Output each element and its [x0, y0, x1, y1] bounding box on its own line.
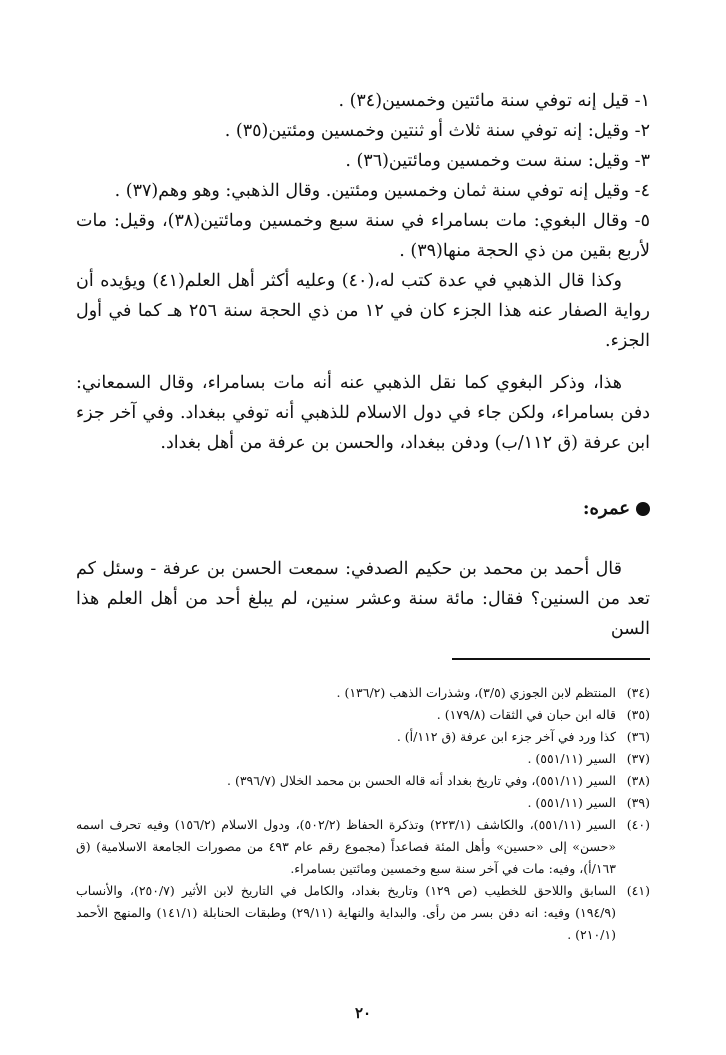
- footnote: [76, 704, 650, 726]
- footnote-text: المنتظم لابن الجوزي (٣/٥)، وشذرات الذهب (١٣٦/٢) .: [336, 685, 616, 700]
- main-text: [76, 86, 650, 644]
- footnote: [76, 726, 650, 748]
- list-item: ١- قيل إنه توفي سنة مائتين وخمسين(٣٤) .: [338, 91, 650, 111]
- footnote: [76, 792, 650, 814]
- bullet-icon: [636, 502, 650, 516]
- list-item: ٤- وقيل إنه توفي سنة ثمان وخمسين ومئتين. وقال الذهبي: وهو وهم(٣٧) .: [114, 181, 650, 201]
- list-item: ٣- وقيل: سنة ست وخمسين ومائتين(٣٦) .: [345, 151, 650, 171]
- footnote-number: (٣٦): [626, 729, 650, 744]
- footnote-text: السير (٥٥١/١١) .: [527, 751, 616, 766]
- footnote-text: السابق واللاحق للخطيب (ص ١٢٩) وتاريخ بغداد، والكامل في التاريخ لابن الأثير (٢٥٠/٧)، والأنساب (١٩٤/٩) وفيه: انه دفن بسر من رأى. والبداية والنهاية (٢٩/١١) وطبقات الحنابلة (١٤١/١) والمنهج الأحمد (٢١٠/١) .: [76, 883, 616, 942]
- footnotes: [76, 682, 650, 946]
- section-heading: [76, 494, 650, 524]
- footnote-number: (٣٥): [626, 707, 650, 722]
- footnote: [76, 682, 650, 704]
- footnote-number: (٣٩): [626, 795, 650, 810]
- footnote-divider: [452, 658, 650, 660]
- footnote-number: (٤١): [626, 883, 650, 898]
- page-number: ٢٠: [354, 1004, 372, 1022]
- footnote: [76, 814, 650, 880]
- footnote-number: (٣٨): [626, 773, 650, 788]
- footnote-number: (٣٧): [626, 751, 650, 766]
- paragraph-burial-place: هذا، وذكر البغوي كما نقل الذهبي عنه أنه مات بسامراء، وقال السمعاني: دفن بسامراء، ولكن جاء في دول الاسلام للذهبي أنه توفي ببغداد. وفي آخر جزء ابن عرفة (ق ١١٢/ب) ودفن ببغداد، والحسن بن عرفة من أهل بغداد.: [76, 373, 650, 453]
- paragraph-age: قال أحمد بن محمد بن حكيم الصدفي: سمعت الحسن بن عرفة - وسئل كم تعد من السنين؟ فقال: مائة سنة وعشر سنين، لم يبلغ أحد من أهل العلم هذا السن: [76, 559, 650, 639]
- section-heading-label: عمره:: [582, 498, 630, 519]
- list-item: ٢- وقيل: إنه توفي سنة ثلاث أو ثنتين وخمسين ومئتين(٣٥) .: [224, 121, 650, 141]
- footnote-number: (٣٤): [626, 685, 650, 700]
- footnote-text: السير (٥٥١/١١)، والكاشف (٢٢٣/١) وتذكرة الحفاظ (٥٠٢/٢)، ودول الاسلام (١٥٦/٢) وفيه تحرف اسمه «حسن» إلى «حسين» وأهل المئة فصاعداً (مجموع رقم عام ٤٩٣ من مصورات الجامعة الاسلامية) (ق ١٦٣/أ)، وفيه: مات في آخر سنة سبع وخمسين ومائتين بسامراء.: [76, 817, 616, 876]
- footnote: [76, 770, 650, 792]
- footnote-text: السير (٥٥١/١١) .: [527, 795, 616, 810]
- footnote: [76, 748, 650, 770]
- footnote: [76, 880, 650, 946]
- footnote-text: قاله ابن حبان في الثقات (١٧٩/٨) .: [436, 707, 616, 722]
- footnote-text: كذا ورد في آخر جزء ابن عرفة (ق ١١٢/أ) .: [396, 729, 616, 744]
- paragraph-death-date: وكذا قال الذهبي في عدة كتب له،(٤٠) وعليه أكثر أهل العلم(٤١) ويؤيده أن رواية الصفار عنه هذا الجزء كان في ١٢ من ذي الحجة سنة ٢٥٦ هـ كما في أول الجزء.: [76, 271, 651, 351]
- footnote-text: السير (٥٥١/١١)، وفي تاريخ بغداد أنه قاله الحسن بن محمد الخلال (٣٩٦/٧) .: [227, 773, 616, 788]
- list-item: ٥- وقال البغوي: مات بسامراء في سنة سبع وخمسين ومائتين(٣٨)، وقيل: مات لأربع بقين من ذي الحجة منها(٣٩) .: [76, 211, 650, 261]
- footnote-number: (٤٠): [626, 817, 650, 832]
